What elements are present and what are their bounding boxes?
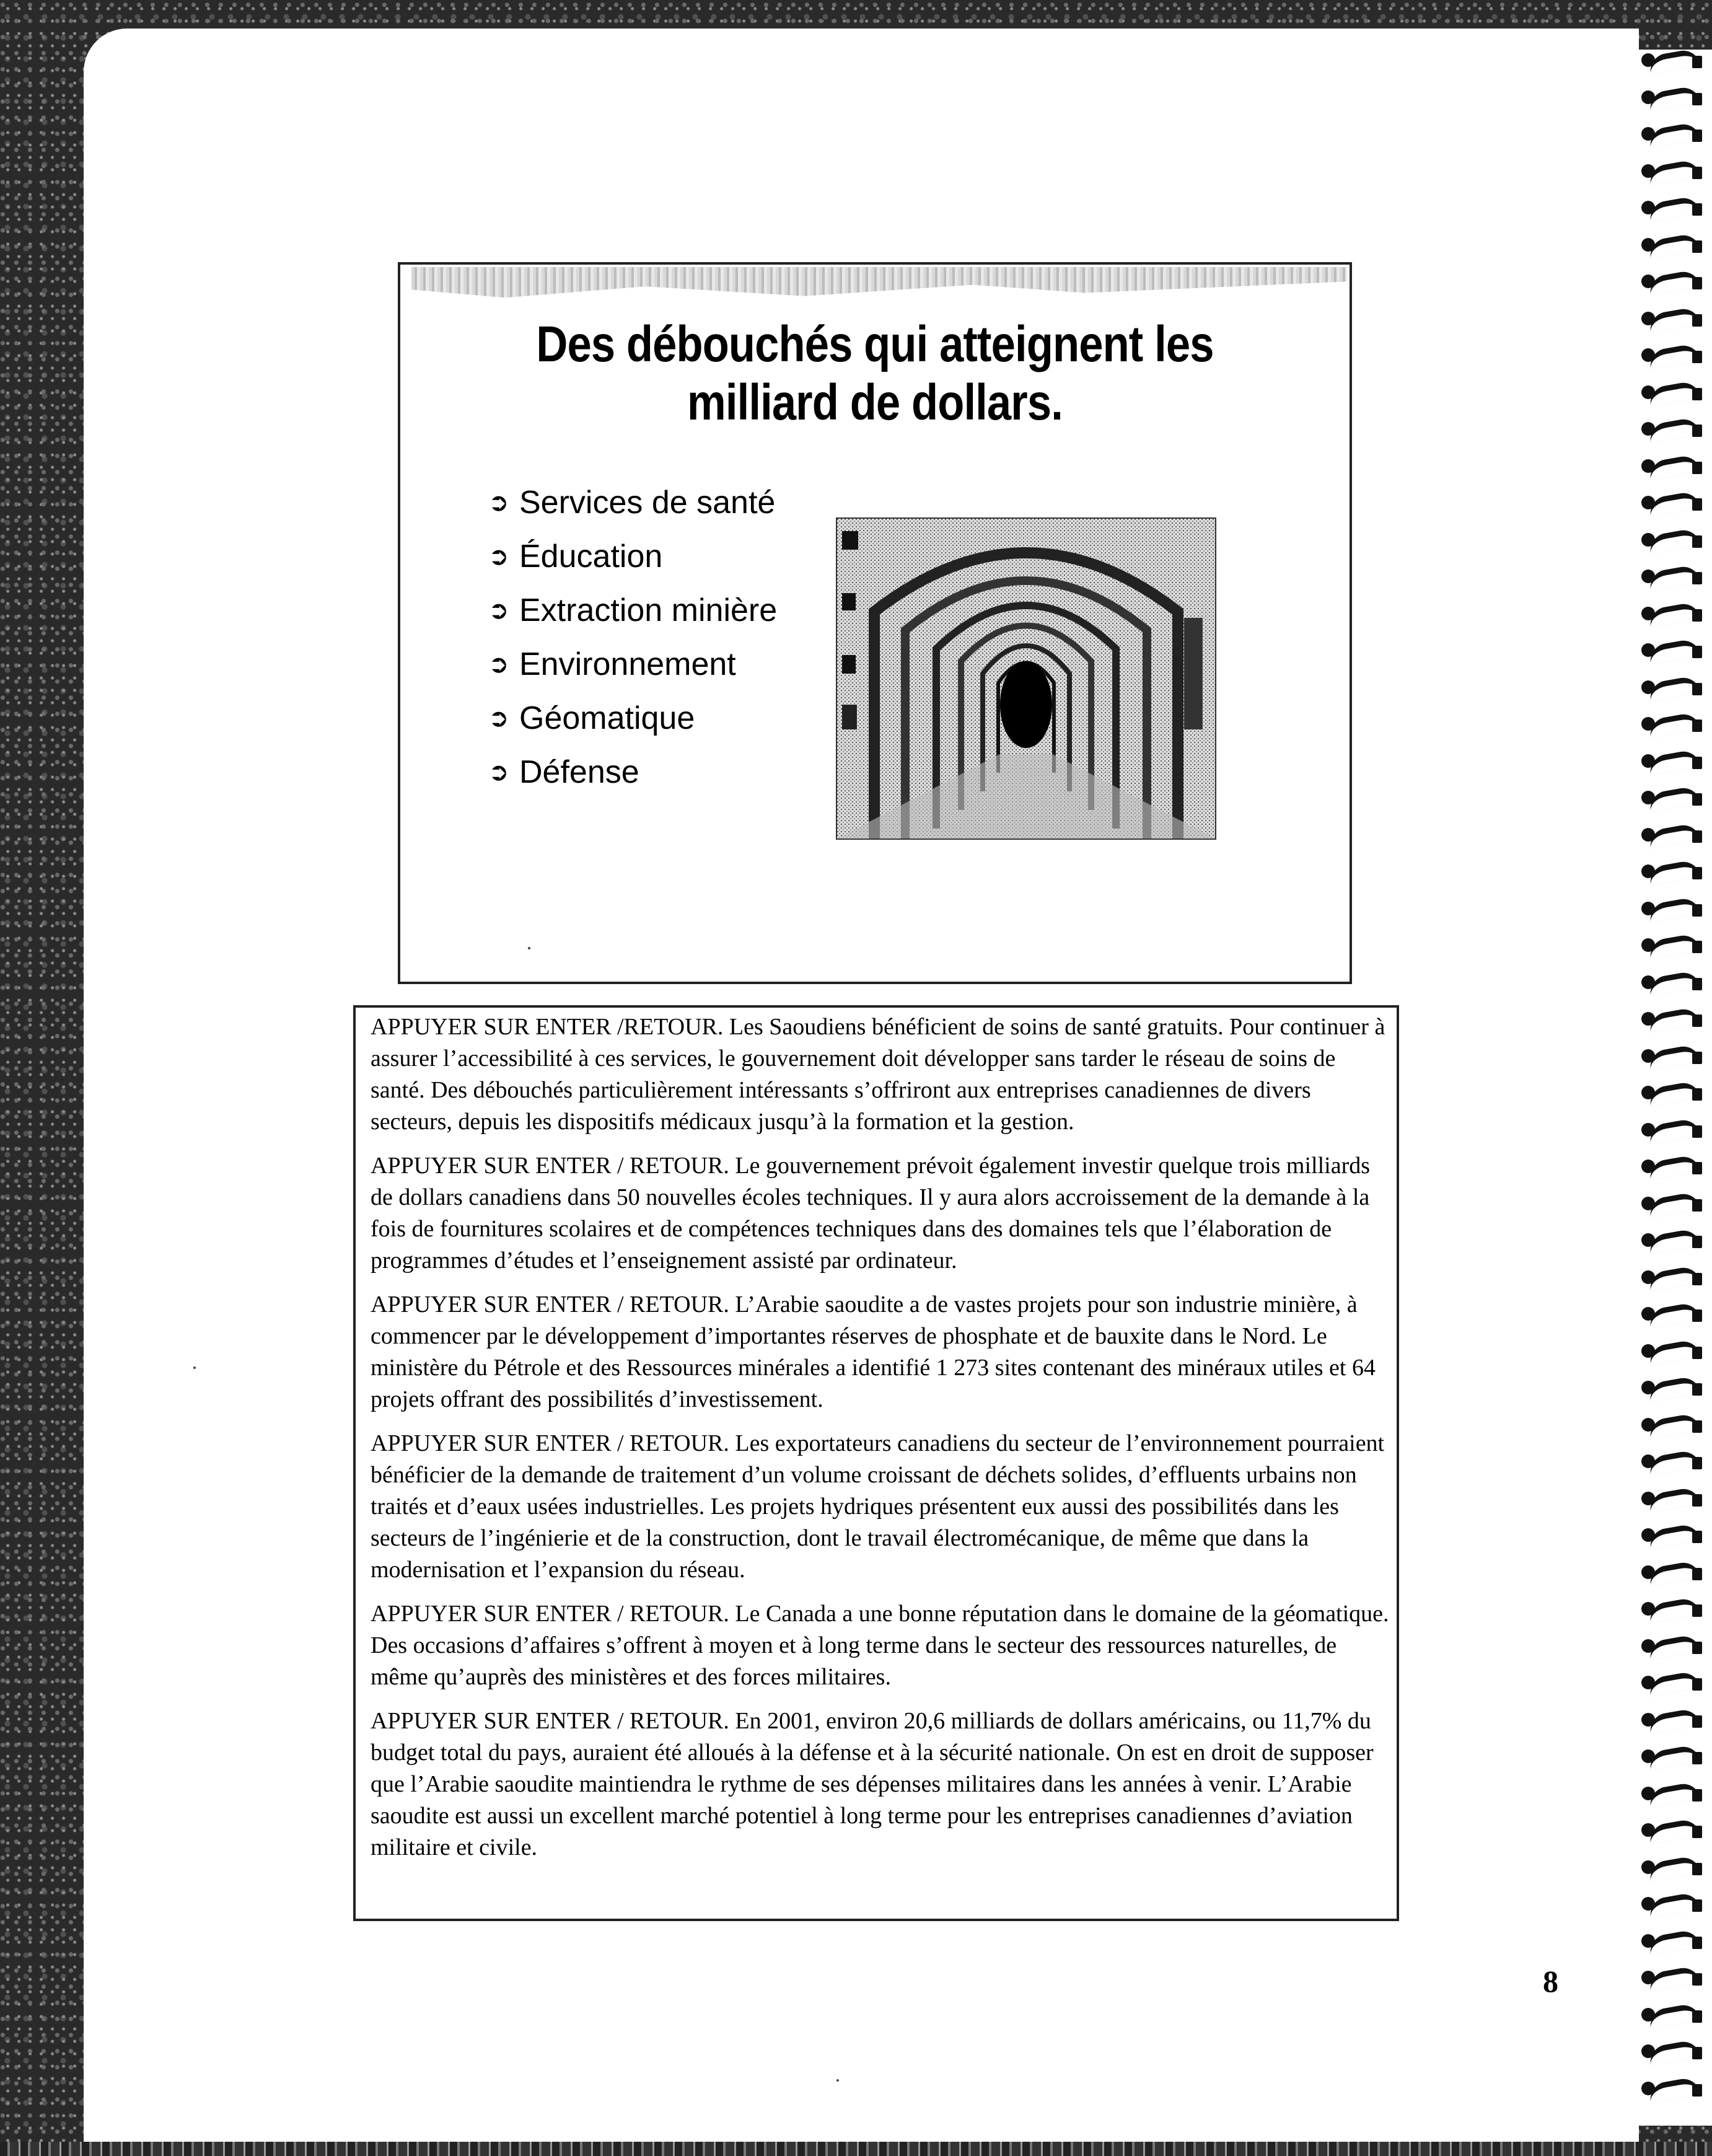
binding-ring <box>1641 1746 1703 1767</box>
binding-ring <box>1641 824 1703 845</box>
binding-coil-tip <box>1692 425 1702 437</box>
notes-paragraph-education: APPUYER SUR ENTER / RETOUR. Le gouvernement prévoit également investir quelque trois milliards de dollars canadiens dans 50 nouvelles écoles techniques. Il y aura alors accroissement de la demande à la fois de fournitures scolaires et de compétences techniques dans des domaines tels que l’élaboration de programmes d’études et l’enseignement assisté par ordinateur. <box>371 1153 1371 1274</box>
arrow-circle-icon: ➲ <box>488 650 509 678</box>
binding-ring <box>1641 382 1703 403</box>
binding-ring <box>1641 898 1703 919</box>
binding-ring <box>1641 1008 1703 1029</box>
binding-coil-tip <box>1692 1826 1702 1838</box>
binding-ring <box>1641 713 1703 734</box>
binding-ring <box>1641 1525 1703 1546</box>
binding-coil-tip <box>1692 1199 1702 1212</box>
slide-bullet-list <box>488 475 777 799</box>
binding-coil-tip <box>1692 1642 1702 1654</box>
binding-coil-tip <box>1692 904 1702 917</box>
binding-coil-tip <box>1692 1014 1702 1027</box>
notes-paragraph-extraction: APPUYER SUR ENTER / RETOUR. L’Arabie saoudite a de vastes projets pour son industrie minière, à commencer par le développement d’importantes réserves de phosphate et de bauxite dans le Nord. Le ministère du Pétrole et des Ressources minérales a identifié 1 273 sites contenant des minéraux utiles et 64 projets offrant des possibilités d’investissement. <box>371 1291 1376 1412</box>
binding-coil-tip <box>1692 1863 1702 1875</box>
binding-ring <box>1641 861 1703 882</box>
slide-title-line-2: milliard de dollars. <box>687 374 1063 431</box>
binding-coil-tip <box>1692 462 1702 474</box>
binding-ring <box>1641 1857 1703 1878</box>
binding-coil-tip <box>1692 867 1702 879</box>
binding-coil-tip <box>1692 314 1702 327</box>
binding-ring <box>1641 2004 1703 2025</box>
binding-coil-tip <box>1692 1457 1702 1469</box>
bullet-label: Géomatique <box>519 700 695 736</box>
scan-speck <box>193 1366 196 1369</box>
bullet-label: Défense <box>519 754 639 790</box>
binding-coil-tip <box>1692 1347 1702 1359</box>
binding-coil-tip <box>1692 1162 1702 1174</box>
binding-ring <box>1641 50 1703 71</box>
binding-ring <box>1641 1267 1703 1288</box>
binding-ring <box>1641 1230 1703 1251</box>
binding-ring <box>1641 566 1703 587</box>
binding-ring <box>1641 1930 1703 1951</box>
binding-coil-tip <box>1692 56 1702 68</box>
binding-coil-tip <box>1692 1604 1702 1617</box>
binding-ring <box>1641 123 1703 144</box>
bullet-item <box>488 475 777 529</box>
binding-ring <box>1641 935 1703 956</box>
binding-ring <box>1641 87 1703 108</box>
binding-coil-tip <box>1692 1678 1702 1691</box>
binding-coil-tip <box>1692 277 1702 289</box>
notes-paragraph-environnement: APPUYER SUR ENTER / RETOUR. Les exportateurs canadiens du secteur de l’environnement pourraient bénéficier de la demande de traitement d’un volume croissant de déchets solides, d’effluents urbains non traités et d’eaux usées industrielles. Les projets hydriques présentent eux aussi des possibilités dans les secteurs de l’ingénierie et de la construction, dont le travail électromécanique, de même que dans la modernisation et l’expansion du réseau. <box>371 1430 1385 1583</box>
bullet-label: Services de santé <box>519 484 776 521</box>
scan-bottom-edge <box>0 2142 1712 2156</box>
binding-coil-tip <box>1692 1088 1702 1101</box>
page-number: 8 <box>1543 1964 1558 1999</box>
binding-coil-tip <box>1692 572 1702 584</box>
binding-ring <box>1641 1045 1703 1067</box>
binding-ring <box>1641 1082 1703 1103</box>
binding-coil-tip <box>1692 1052 1702 1064</box>
notes-paragraph-defense: APPUYER SUR ENTER / RETOUR. En 2001, environ 20,6 milliards de dollars américains, ou 11,7% du budget total du pays, auraient été alloués à la défense et à la sécurité nationale. On est en droit de supposer que l’Arabie saoudite maintiendra le rythme de ses dépenses militaires dans les années à venir. L’Arabie saoudite est aussi un excellent marché potentiel à long terme pour les entreprises canadiennes d’aviation militaire et civile. <box>371 1708 1374 1860</box>
notes-paragraph-geomatique: APPUYER SUR ENTER / RETOUR. Le Canada a une bonne réputation dans le domaine de la géomatique. Des occasions d’affaires s’offrent à moyen et à long terme dans le secteur des ressources naturelles, de même qu’auprès des ministères et des forces militaires. <box>371 1601 1389 1690</box>
binding-ring <box>1641 2078 1703 2099</box>
binding-ring <box>1641 1414 1703 1435</box>
binding-ring <box>1641 972 1703 993</box>
binding-coil-tip <box>1692 203 1702 216</box>
binding-ring <box>1641 1709 1703 1730</box>
spiral-binding <box>1639 50 1712 2126</box>
binding-ring <box>1641 1819 1703 1841</box>
binding-coil-tip <box>1692 719 1702 732</box>
binding-coil-tip <box>1692 498 1702 511</box>
binding-coil-tip <box>1692 978 1702 990</box>
binding-ring <box>1641 161 1703 182</box>
bullet-label: Éducation <box>519 538 663 574</box>
binding-coil-tip <box>1692 1420 1702 1433</box>
binding-ring <box>1641 1562 1703 1583</box>
binding-ring <box>1641 308 1703 329</box>
binding-ring <box>1641 1672 1703 1693</box>
binding-coil-tip <box>1692 1125 1702 1138</box>
binding-ring <box>1641 787 1703 808</box>
binding-coil-tip <box>1692 1899 1702 1912</box>
binding-coil-tip <box>1692 388 1702 400</box>
binding-coil-tip <box>1692 646 1702 658</box>
scan-speck <box>836 2079 839 2082</box>
binding-coil-tip <box>1692 1236 1702 1248</box>
binding-ring <box>1641 271 1703 292</box>
binding-ring <box>1641 1635 1703 1657</box>
binding-ring <box>1641 1488 1703 1509</box>
binding-ring <box>1641 750 1703 772</box>
binding-coil-tip <box>1692 1383 1702 1396</box>
binding-coil-tip <box>1692 2047 1702 2059</box>
binding-ring <box>1641 640 1703 661</box>
binding-ring <box>1641 1340 1703 1362</box>
arrow-circle-icon: ➲ <box>488 596 509 624</box>
binding-coil-tip <box>1692 609 1702 622</box>
binding-coil-tip <box>1692 167 1702 179</box>
binding-coil-tip <box>1692 1715 1702 1728</box>
binding-coil-tip <box>1692 1273 1702 1285</box>
arcade-corridor-photo <box>836 517 1216 840</box>
arrow-circle-icon: ➲ <box>488 542 509 570</box>
bullet-item <box>488 583 777 637</box>
notes-paragraph-sante: APPUYER SUR ENTER /RETOUR. Les Saoudiens bénéficient de soins de santé gratuits. Pour continuer à assurer l’accessibilité à ces services, le gouvernement doit développer sans tarder le réseau de soins de santé. Des débouchés particulièrement intéressants s’offriront aux entreprises canadiennes de divers secteurs, depuis les dispositifs médicaux jusqu’à la formation et la gestion. <box>371 1014 1385 1135</box>
binding-ring <box>1641 1451 1703 1472</box>
binding-ring <box>1641 455 1703 477</box>
binding-coil-tip <box>1692 130 1702 142</box>
binding-coil-tip <box>1692 351 1702 363</box>
slide-title-line-1: Des débouchés qui atteignent les <box>536 316 1214 372</box>
binding-ring <box>1641 603 1703 624</box>
arrow-circle-icon: ➲ <box>488 704 509 732</box>
binding-ring <box>1641 492 1703 513</box>
binding-coil-tip <box>1692 535 1702 548</box>
binding-coil-tip <box>1692 941 1702 953</box>
binding-ring <box>1641 234 1703 255</box>
binding-ring <box>1641 529 1703 550</box>
binding-ring <box>1641 1119 1703 1140</box>
bullet-item <box>488 691 777 745</box>
binding-ring <box>1641 1967 1703 1988</box>
slide-header-banner <box>411 267 1347 299</box>
binding-ring <box>1641 1893 1703 1914</box>
binding-coil-tip <box>1692 1937 1702 1949</box>
binding-coil-tip <box>1692 2010 1702 2023</box>
binding-coil-tip <box>1692 93 1702 105</box>
bullet-label: Extraction minière <box>519 592 778 628</box>
binding-ring <box>1641 1783 1703 1804</box>
binding-coil-tip <box>1692 2084 1702 2097</box>
binding-ring <box>1641 345 1703 366</box>
binding-ring <box>1641 1193 1703 1214</box>
binding-coil-tip <box>1692 1789 1702 1802</box>
binding-coil-tip <box>1692 683 1702 695</box>
bullet-item <box>488 637 777 691</box>
bullet-item <box>488 529 777 583</box>
binding-ring <box>1641 2041 1703 2062</box>
binding-coil-tip <box>1692 1973 1702 1986</box>
slide-frame <box>398 262 1352 984</box>
binding-ring <box>1641 1156 1703 1177</box>
binding-ring <box>1641 1598 1703 1619</box>
scan-speck <box>528 947 530 949</box>
speaker-notes-text <box>371 1011 1390 1876</box>
arrow-circle-icon: ➲ <box>488 488 509 516</box>
arrow-circle-icon: ➲ <box>488 758 509 786</box>
binding-coil-tip <box>1692 793 1702 806</box>
binding-ring <box>1641 1377 1703 1398</box>
binding-coil-tip <box>1692 1752 1702 1764</box>
bullet-item <box>488 745 777 799</box>
binding-ring <box>1641 677 1703 698</box>
slide-title <box>467 315 1283 432</box>
binding-coil-tip <box>1692 1568 1702 1580</box>
binding-ring <box>1641 1303 1703 1324</box>
binding-coil-tip <box>1692 830 1702 843</box>
binding-coil-tip <box>1692 240 1702 253</box>
binding-coil-tip <box>1692 1531 1702 1543</box>
binding-coil-tip <box>1692 757 1702 769</box>
bullet-label: Environnement <box>519 646 736 682</box>
binding-coil-tip <box>1692 1309 1702 1322</box>
binding-ring <box>1641 197 1703 218</box>
binding-ring <box>1641 418 1703 439</box>
binding-coil-tip <box>1692 1494 1702 1507</box>
